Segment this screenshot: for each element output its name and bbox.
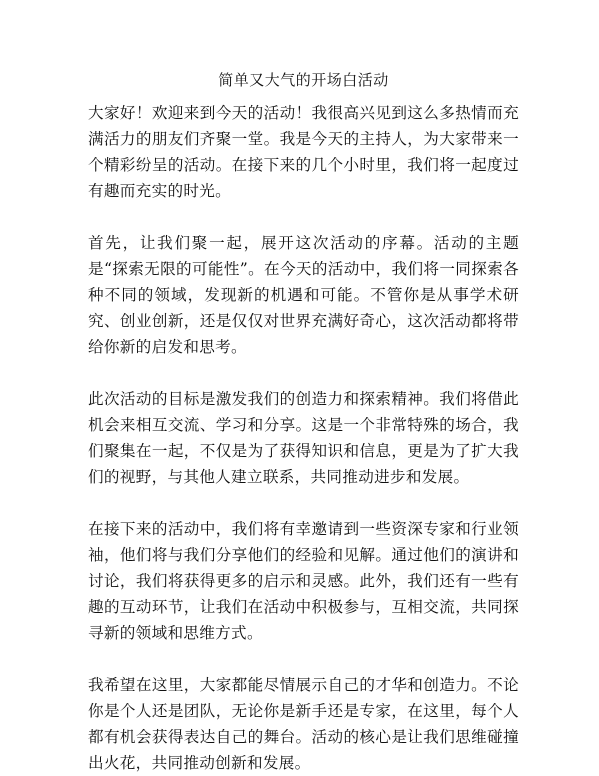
paragraph-2: 首先，让我们聚一起，展开这次活动的序幕。活动的主题是“探索无限的可能性”。在今天的活动中，我们将一同探索各种不同的领域，发现新的机遇和可能。不管你是从事学术研究、创业创新，还是仅仅对世界充满好奇心，这次活动都将带给你新的启发和思考。 [88, 234, 519, 356]
paragraph-1: 大家好！欢迎来到今天的活动！我很高兴见到这么多热情而充满活力的朋友们齐聚一堂。我是今天的主持人，为大家带来一个精彩纷呈的活动。在接下来的几个小时里，我们将一起度过有趣而充实的时光。 [88, 104, 519, 200]
paragraph-5: 我希望在这里，大家都能尽情展示自己的才华和创造力。不论你是个人还是团队，无论你是新手还是专家，在这里，每个人都有机会获得表达自己的舞台。活动的核心是让我们思维碰撞出火花，共同推动创新和发展。 [88, 676, 519, 772]
paragraph-4: 在接下来的活动中，我们将有幸邀请到一些资深专家和行业领袖，他们将与我们分享他们的经验和见解。通过他们的演讲和讨论，我们将获得更多的启示和灵感。此外，我们还有一些有趣的互动环节，让我们在活动中积极参与，互相交流，共同探寻新的领域和思维方式。 [88, 520, 519, 642]
paragraph-3: 此次活动的目标是激发我们的创造力和探索精神。我们将借此机会来相互交流、学习和分享。这是一个非常特殊的场合，我们聚集在一起，不仅是为了获得知识和信息，更是为了扩大我们的视野，与其他人建立联系，共同推动进步和发展。 [88, 390, 519, 486]
document-title: 简单又大气的开场白活动 [218, 71, 389, 89]
